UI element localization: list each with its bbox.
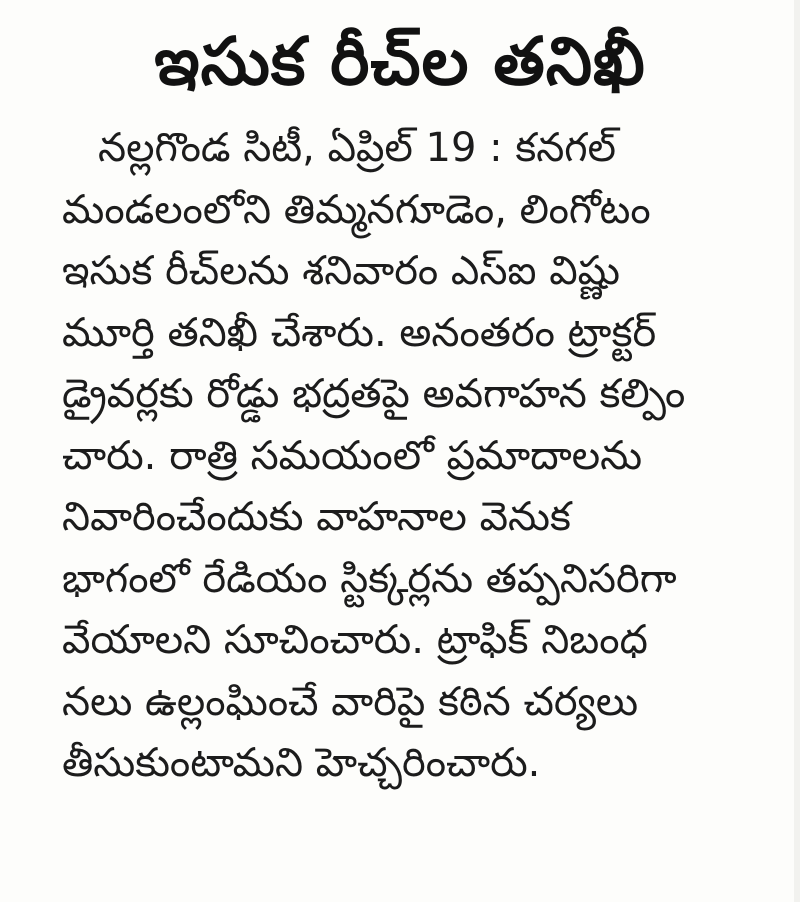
article-line: మూర్తి తనిఖీ చేశారు. అనంతరం ట్రాక్టర్ <box>62 309 657 356</box>
article-line: మండలంలోని తిమ్మనగూడెం, లింగోటం <box>62 186 651 233</box>
article-line: నివారించేందుకు వాహనాల వెనుక <box>62 494 571 540</box>
article-line: ఇసుక రీచ్‌లను శనివారం ఎస్‌ఐ విష్ణు <box>62 248 621 294</box>
page-edge-divider <box>794 0 800 902</box>
article-body <box>62 118 752 795</box>
article-line: భాగంలో రేడియం స్టిక్కర్లను తప్పనిసరిగా <box>62 555 677 602</box>
article-line: తీసుకుంటామని హెచ్చరించారు. <box>62 740 541 786</box>
article-line: డ్రైవర్లకు రోడ్డు భద్రతపై అవగాహన కల్పిం <box>62 371 686 417</box>
article-line: నల్లగొండ సిటీ, ఏప్రిల్ 19 : కనగల్ <box>98 125 616 171</box>
article-line: చారు. రాత్రి సమయంలో ప్రమాదాలను <box>62 432 643 479</box>
article-line: నలు ఉల్లంఘించే వారిపై కఠిన చర్యలు <box>62 678 639 725</box>
article-headline: ఇసుక రీచ్‌ల తనిఖీ <box>154 23 646 100</box>
article-line: వేయాలని సూచించారు. ట్రాఫిక్ నిబంధ <box>62 617 648 663</box>
